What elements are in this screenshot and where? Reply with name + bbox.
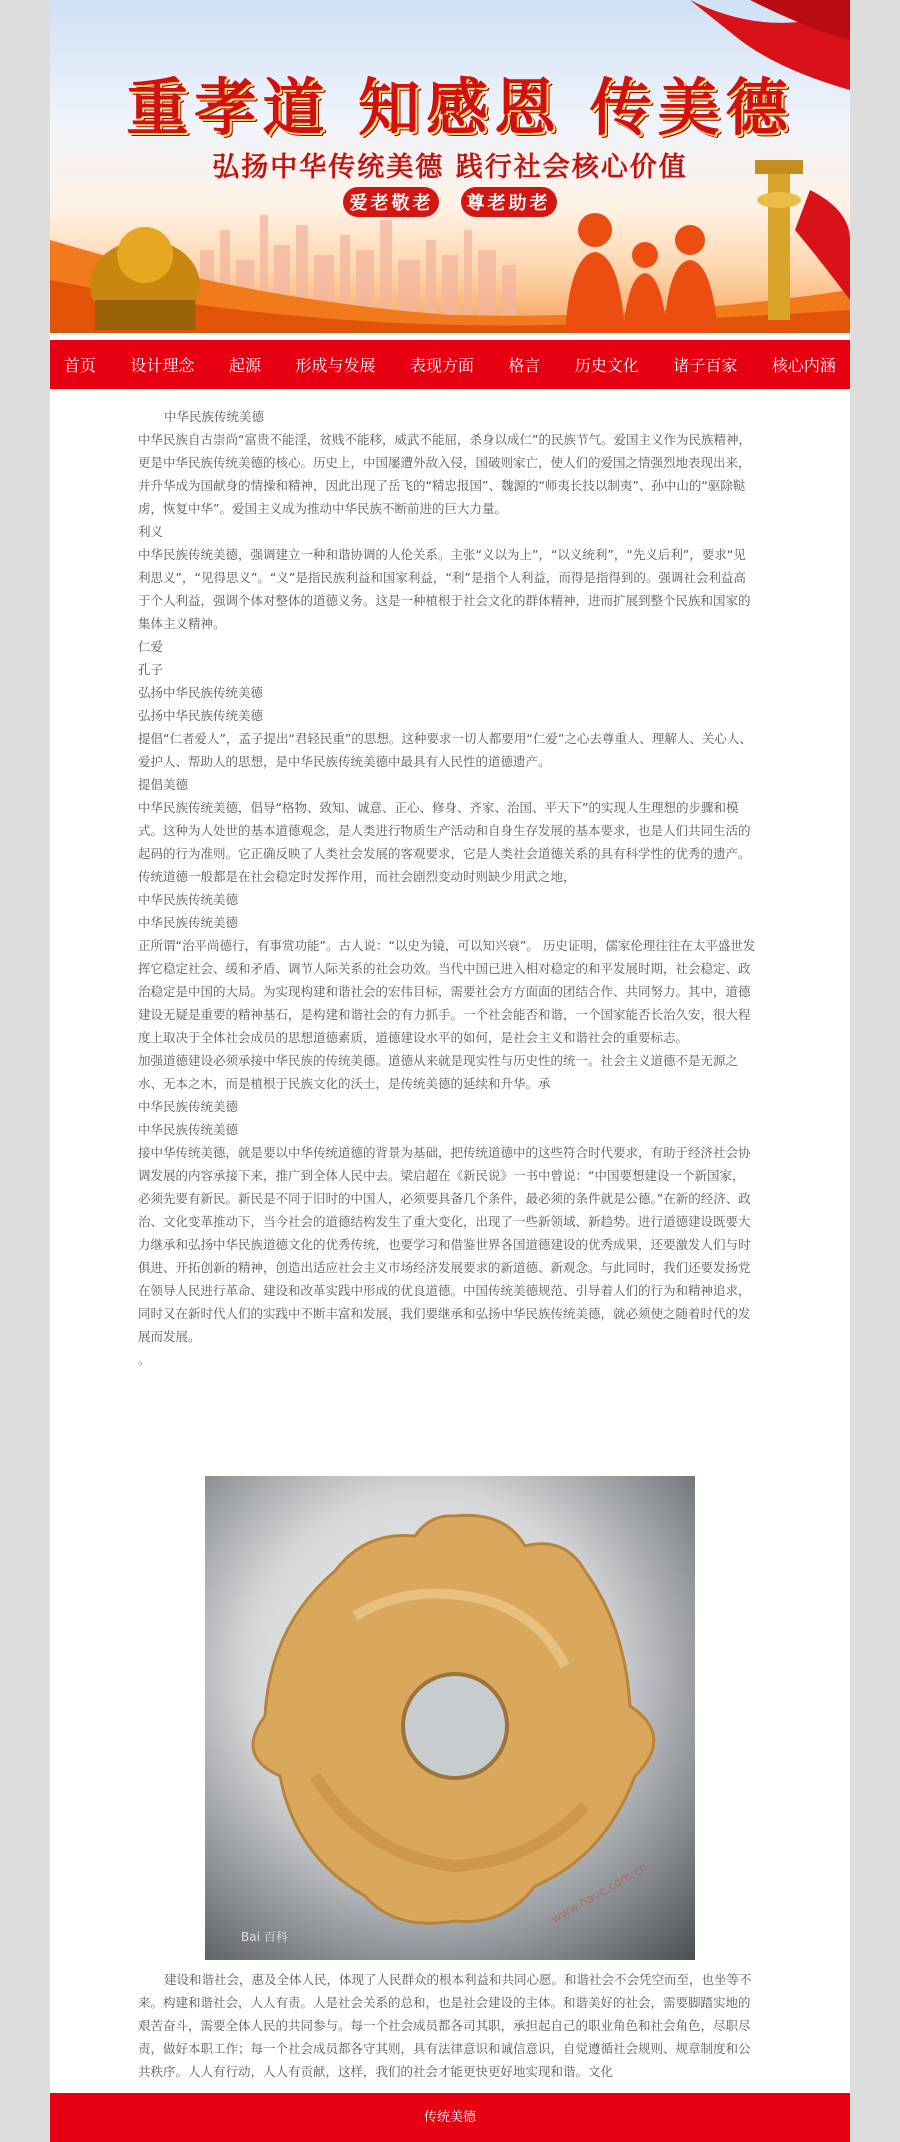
article-paragraph: 加强道德建设必须承接中华民族的传统美德。道德从来就是现实性与历史性的统一。社会主义道德不是无源之水、无本之木，而是植根于民族文化的沃土，是传统美德的延续和升华。承 — [138, 1053, 739, 1091]
article-subheading: 弘扬中华民族传统美德 — [138, 708, 264, 723]
footer-text: 传统美德 — [423, 2110, 476, 2125]
article-paragraph: 中华民族自古崇尚“富贵不能淫，贫贱不能移，威武不能屈，杀身以成仁”的民族节气。爱国主义作为民族精神，更是中华民族传统美德的核心。历史上，中国屡遭外敌入侵，国破则家亡，使人们的爱国之情强烈地表现出来，并升华成为国献身的情操和精神，因此出现了岳飞的“精忠报国”、魏源的“师夷长技以制夷”、孙中山的“驱除鞑虏，恢复中华”。爱国主义成为推动中华民族不断前进的巨大力量。 — [138, 432, 751, 516]
nav-item-core[interactable]: 核心内涵 — [771, 356, 836, 375]
article-paragraph: 接中华传统美德，就是要以中华传统道德的背景为基础，把传统道德中的这些符合时代要求，有助于经济社会协调发展的内容承接下来，推广到全体人民中去。梁启超在《新民说》一书中曾说：“中国要想建设一个新国家，必须先要有新民。新民是不同于旧时的中国人，必须要具备几个条件，最必须的条件就是公德。”在新的经济、政治、文化变革推动下，当今社会的道德结构发生了重大变化，出现了一些新领域、新趋势。进行道德建设既要大力继承和弘扬中华民族道德文化的优秀传统，也要学习和借鉴世界各国道德建设的优秀成果，还要激发人们与时俱进、开拓创新的精神，创造出适应社会主义市场经济发展要求的新道德、新观念。与此同时，我们还要发扬党在领导人民进行革命、建设和改革实践中形成的优良道德。中国传统美德规范、引导着人们的行为和精神追求，同时又在新时代人们的实践中不断丰富和发展，我们要继承和弘扬中华民族传统美德，就必须使之随着时代的发展而发展。 — [138, 1145, 751, 1344]
lion-statue-icon — [90, 227, 200, 330]
banner-slogans — [50, 187, 850, 217]
article-paragraph: 提倡“仁者爱人”，孟子提出“君轻民重”的思想。这种要求一切人都要用“仁爱”之心去尊重人、理解人、关心人、爱护人、帮助人的思想，是中华民族传统美德中最具有人民性的道德遗产。 — [138, 731, 752, 769]
article-paragraph: 。 — [138, 1352, 151, 1367]
nav-item-home[interactable]: 首页 — [64, 356, 97, 375]
article-subheading: 中华民族传统美德 — [138, 892, 239, 907]
image-watermark: Bai 百科 — [241, 1930, 288, 1944]
article-paragraph: 中华民族传统美德，强调建立一种和谐协调的人伦关系。主张“义以为上”，“以义统利”，“先义后利”，要求“见利思义”，“见得思义”。“义”是指民族利益和国家利益，“利”是指个人利益，而得是指得到的。强调社会利益高于个人利益，强调个体对整体的道德义务。这是一种植根于社会文化的群体精神，进而扩展到整个民族和国家的集体主义精神。 — [138, 547, 751, 631]
slogan-badge: 爱老敬老 — [343, 187, 439, 217]
article-subheading: 中华民族传统美德 — [138, 1099, 239, 1114]
article-subheading: 利义 — [138, 524, 164, 539]
nav-item-formation[interactable]: 形成与发展 — [295, 356, 376, 375]
article-body — [138, 405, 756, 1371]
banner-title: 重孝道 知感恩 传美德 — [126, 71, 794, 144]
article-subheading: 弘扬中华民族传统美德 — [138, 685, 264, 700]
article-paragraph: 正所谓“治平尚德行，有事赏功能”。古人说：“以史为镜，可以知兴衰”。 历史证明，儒家伦理往往在太平盛世发挥它稳定社会、缓和矛盾、调节人际关系的社会功效。当代中国已进入相对稳定的和平发展时期，社会稳定、政治稳定是中国的大局。为实现构建和谐社会的宏伟目标，需要社会方方面面的团结合作、共同努力。其中，道德建设无疑是重要的精神基石，是构建和谐社会的有力抓手。一个社会能否和谐，一个国家能否长治久安，很大程度上取决于全体社会成员的思想道德素质，道德建设水平的如何，是社会主义和谐社会的重要标志。 — [138, 938, 756, 1045]
article-closing — [138, 1968, 756, 2083]
nav-item-history[interactable]: 历史文化 — [574, 356, 639, 375]
nav-item-maxims[interactable]: 格言 — [508, 356, 541, 375]
article-subheading: 中华民族传统美德 — [138, 915, 239, 930]
article-subheading: 中华民族传统美德 — [138, 1122, 239, 1137]
main-nav — [50, 340, 850, 389]
jade-artifact-image — [205, 1476, 695, 1960]
article-paragraph: 中华民族传统美德，倡导“格物、致知、诚意、正心、修身、齐家、治国、平天下”的实现人生理想的步骤和模式。这种为人处世的基本道德观念，是人类进行物质生产活动和自身生存发展的基本要求，也是人们共同生活的起码的行为准则。它正确反映了人类社会发展的客观要求，它是人类社会道德关系的具有科学性的优秀的遗产。 — [138, 800, 751, 861]
image-watermark-url: www.hauc.com.cn — [548, 1859, 650, 1927]
page — [50, 0, 850, 2142]
family-silhouette-icon — [565, 213, 718, 333]
article-subheading: 提倡美德 — [138, 777, 189, 792]
nav-item-design-concept[interactable]: 设计理念 — [130, 356, 195, 375]
footer-bar — [50, 2093, 850, 2142]
article-heading: 中华民族传统美德 — [164, 409, 265, 424]
article-paragraph: 传统道德一般都是在社会稳定时发挥作用，而社会剧烈变动时则缺少用武之地， — [138, 869, 576, 884]
article-subheading: 仁爱 — [138, 639, 164, 654]
nav-item-origin[interactable]: 起源 — [228, 356, 261, 375]
article-subheading: 孔子 — [138, 662, 164, 677]
banner-subtitle: 弘扬中华传统美德 践行社会核心价值 — [212, 152, 688, 183]
header-banner — [50, 0, 850, 333]
nav-item-manifestation[interactable]: 表现方面 — [409, 356, 474, 375]
nav-item-schools[interactable]: 诸子百家 — [673, 356, 738, 375]
slogan-badge: 尊老助老 — [461, 187, 557, 217]
article-paragraph: 建设和谐社会，惠及全体人民，体现了人民群众的根本利益和共同心愿。和谐社会不会凭空而至，也坐等不来。构建和谐社会，人人有责。人是社会关系的总和，也是社会建设的主体。和谐美好的社会，需要脚踏实地的艰苦奋斗，需要全体人民的共同参与。每一个社会成员都各司其职，承担起自己的职业角色和社会角色，尽职尽责，做好本职工作；每一个社会成员都各守其则，具有法律意识和诚信意识，自觉遵循社会规则、规章制度和公共秩序。人人有行动，人人有贡献，这样，我们的社会才能更快更好地实现和谐。文化 — [138, 1972, 752, 2079]
jade-disc-hole — [403, 1674, 507, 1778]
